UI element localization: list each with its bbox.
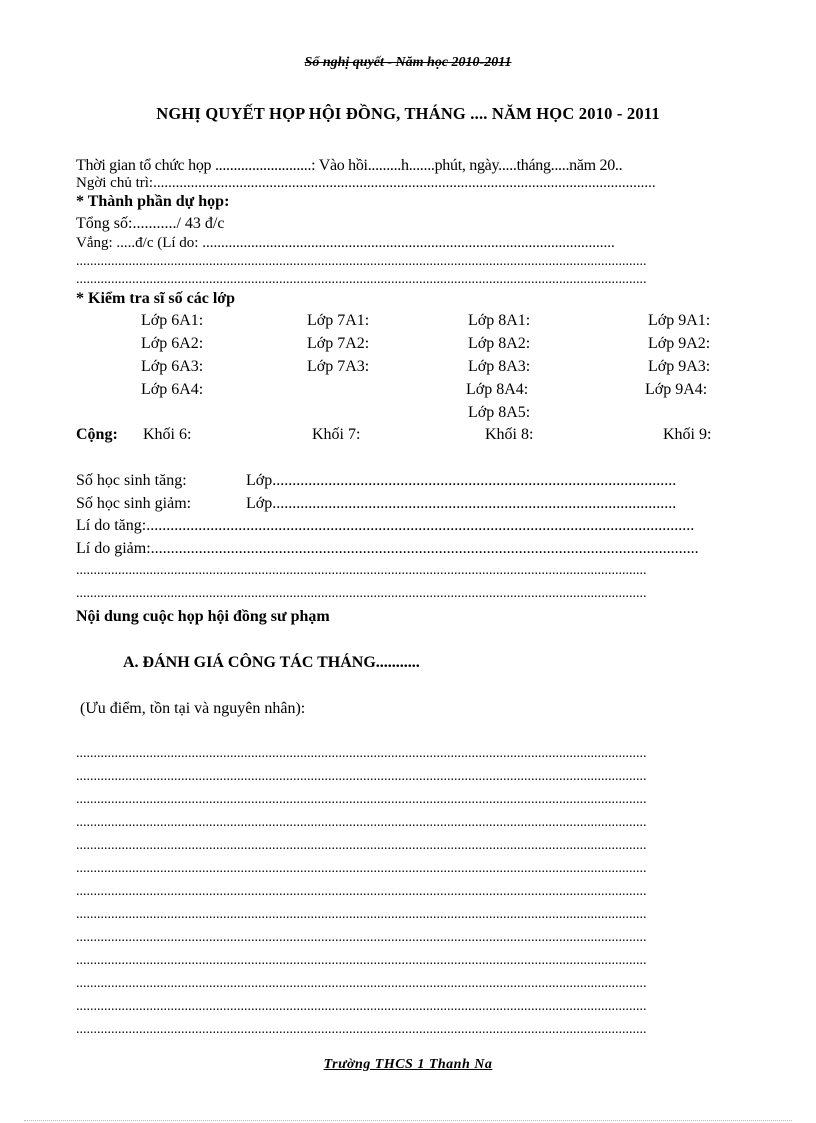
class-8a4: Lớp 8A4: <box>466 381 529 398</box>
increase-label: Số học sinh tăng: <box>76 472 187 489</box>
attendance-dots-2: ................................................................................................................................................................... <box>76 273 647 287</box>
decrease-label: Số học sinh giảm: <box>76 495 192 512</box>
class-6a4: Lớp 6A4: <box>141 381 204 398</box>
class-check-heading: * Kiểm tra sĩ số các lớp <box>76 290 236 307</box>
reason-decrease: Lí do giảm:......................................................................................................................................... <box>76 541 699 557</box>
total-khoi-8: Khối 8: <box>485 426 534 443</box>
class-6a2: Lớp 6A2: <box>141 335 204 352</box>
content-line: ................................................................................................................................................................... <box>76 1000 647 1014</box>
class-6a3: Lớp 6A3: <box>141 358 204 375</box>
section-a-heading: A. ĐÁNH GIÁ CÔNG TÁC THÁNG........... <box>123 654 420 671</box>
meeting-chair: Ngời chủ trì:...................................................................................................................................... <box>76 176 656 191</box>
content-line: ................................................................................................................................................................... <box>76 816 647 830</box>
total-khoi-7: Khối 7: <box>312 426 361 443</box>
class-7a2: Lớp 7A2: <box>307 335 370 352</box>
content-line: ................................................................................................................................................................... <box>76 793 647 807</box>
content-line: ................................................................................................................................................................... <box>76 862 647 876</box>
students-dots-2: ................................................................................................................................................................... <box>76 587 647 601</box>
page-bottom-divider <box>24 1120 792 1121</box>
page-footer: Trường THCS 1 Thanh Na <box>323 1057 493 1072</box>
content-line: ................................................................................................................................................................... <box>76 885 647 899</box>
class-6a1: Lớp 6A1: <box>141 312 204 329</box>
content-line: ................................................................................................................................................................... <box>76 747 647 761</box>
class-9a3: Lớp 9A3: <box>648 358 711 375</box>
students-dots-1: ................................................................................................................................................................... <box>76 564 647 578</box>
decrease-value: Lớp..................................................................................................... <box>246 496 677 512</box>
content-line: ................................................................................................................................................................... <box>76 977 647 991</box>
total-khoi-6: Khối 6: <box>143 426 192 443</box>
document-title: NGHỊ QUYẾT HỌP HỘI ĐỒNG, THÁNG .... NĂM HỌC 2010 - 2011 <box>156 104 660 123</box>
attendance-dots-1: ................................................................................................................................................................... <box>76 255 647 269</box>
total-label: Cộng: <box>76 426 118 443</box>
class-7a3: Lớp 7A3: <box>307 358 370 375</box>
class-9a4: Lớp 9A4: <box>645 381 708 398</box>
class-9a2: Lớp 9A2: <box>648 335 711 352</box>
reason-increase: Lí do tăng:......................................................................................................................................... <box>76 518 695 534</box>
content-heading: Nội dung cuộc họp hội đồng sư phạm <box>76 608 330 625</box>
attendance-heading: * Thành phần dự họp: <box>76 193 230 210</box>
content-line: ................................................................................................................................................................... <box>76 839 647 853</box>
class-7a1: Lớp 7A1: <box>307 312 370 329</box>
attendance-total: Tổng số:.........../ 43 đ/c <box>76 215 225 232</box>
class-8a3: Lớp 8A3: <box>468 358 531 375</box>
section-a-note: (Ưu điểm, tồn tại và nguyên nhân): <box>80 700 306 717</box>
class-9a1: Lớp 9A1: <box>648 312 711 329</box>
increase-value: Lớp..................................................................................................... <box>246 473 677 489</box>
total-khoi-9: Khối 9: <box>663 426 712 443</box>
class-8a2: Lớp 8A2: <box>468 335 531 352</box>
class-8a5: Lớp 8A5: <box>468 404 531 421</box>
class-8a1: Lớp 8A1: <box>468 312 531 329</box>
content-line: ................................................................................................................................................................... <box>76 954 647 968</box>
meeting-time: Thời gian tổ chức họp ..........................: Vào hồi.........h.......phút, ngày.....tháng.....năm 20.. <box>76 157 623 174</box>
content-line: ................................................................................................................................................................... <box>76 908 647 922</box>
content-line: ................................................................................................................................................................... <box>76 931 647 945</box>
attendance-absent: Vắng: .....đ/c (Lí do: .............................................................................................................. <box>76 236 615 251</box>
content-line: ................................................................................................................................................................... <box>76 1023 647 1037</box>
page-header: Sổ nghị quyết - Năm học 2010-2011 <box>304 55 512 70</box>
content-line: ................................................................................................................................................................... <box>76 770 647 784</box>
